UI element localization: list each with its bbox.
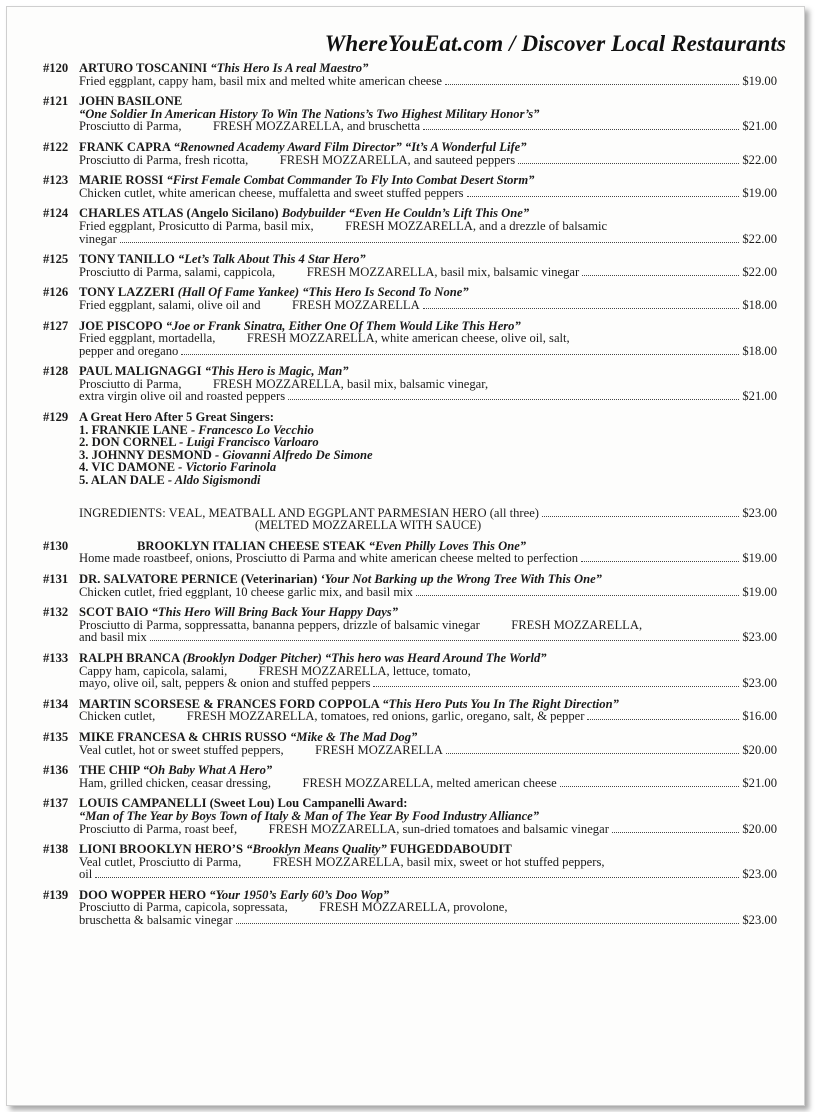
singer-real-name: - Giovanni Alfredo De Simone (214, 447, 373, 462)
item-number: #125 (43, 252, 69, 267)
singer-list (43, 424, 777, 487)
item-price: $23.00 (742, 505, 777, 520)
dot-leader (181, 353, 739, 355)
dot-leader (423, 128, 739, 130)
item-number: #135 (43, 729, 69, 744)
item-description-line: Prosciutto di Parma, FRESH MOZZARELLA, basil mix, balsamic vinegar, (79, 376, 489, 391)
item-description: extra virgin olive oil and roasted peppers (79, 389, 286, 404)
item-price-line (43, 744, 777, 757)
item-description: Chicken cutlet, FRESH MOZZARELLA, tomatoes, red onions, garlic, oregano, salt, & pepper (79, 709, 585, 724)
dot-leader (581, 560, 739, 562)
item-description: bruschetta & balsamic vinegar (79, 913, 233, 928)
item-tagline: “Mike & The Mad Dog” (289, 729, 418, 744)
item-heading (43, 174, 777, 187)
menu-item-127 (43, 320, 777, 358)
item-description-line: Fried eggplant, mortadella, FRESH MOZZARELLA, white american cheese, olive oil, salt, (79, 331, 570, 346)
item-name: PAUL MALIGNAGGI (79, 364, 202, 379)
item-price-line (43, 154, 777, 167)
item-price: $23.00 (742, 867, 777, 882)
item-price-line (43, 75, 777, 88)
item-description: Fried eggplant, salami, olive oil and FRESH MOZZARELLA (79, 297, 420, 312)
dot-leader (542, 515, 739, 517)
item-tagline-extra: FUHGEDDABOUDIT (389, 842, 512, 857)
item-tagline: “This Hero is Magic, Man” (204, 364, 349, 379)
item-description: Prosciutto di Parma, roast beef, FRESH MOZZARELLA, sun-dried tomatoes and balsamic vinegar (79, 821, 609, 836)
menu-item-130 (43, 540, 777, 565)
menu-item-134 (43, 698, 777, 723)
menu-item-139 (43, 889, 777, 927)
dot-leader (95, 876, 739, 878)
item-price-line (43, 868, 777, 881)
item-price: $16.00 (742, 709, 777, 724)
item-price: $19.00 (742, 584, 777, 599)
item-name: THE CHIP (79, 763, 140, 778)
item-tagline: (Hall Of Fame Yankee) “This Hero Is Second To None” (177, 285, 469, 300)
item-price: $22.00 (742, 231, 777, 246)
item-price: $18.00 (742, 297, 777, 312)
item-description: Chicken cutlet, fried eggplant, 10 cheese garlic mix, and basil mix (79, 584, 413, 599)
item-price-line (43, 266, 777, 279)
dot-leader (288, 398, 739, 400)
item-price: $21.00 (742, 119, 777, 134)
item-description: Chicken cutlet, white american cheese, muffaletta and sweet stuffed peppers (79, 185, 464, 200)
item-heading (43, 95, 777, 108)
item-subtitle: “One Soldier In American History To Win The Nations’s Two Highest Military Honor’s” (79, 106, 540, 121)
dot-leader (612, 831, 739, 833)
menu-item-124 (43, 207, 777, 245)
item-tagline: ‘Your Not Barking up the Wrong Tree With This One” (320, 572, 602, 586)
item-price: $19.00 (742, 185, 777, 200)
item-name: LOUIS CAMPANELLI (Sweet Lou) Lou Campanelli Award: (79, 796, 408, 811)
menu-item-132 (43, 606, 777, 644)
singer-name: 5. ALAN DALE (79, 473, 165, 488)
singer-name: 1. FRANKIE LANE (79, 422, 188, 437)
item-description: Prosciutto di Parma, fresh ricotta, FRESH MOZZARELLA, and sauteed peppers (79, 152, 516, 167)
item-heading (43, 606, 777, 619)
item-description-line: Prosciutto di Parma, capicola, sopressata, FRESH MOZZARELLA, provolone, (79, 900, 508, 915)
item-description-line: Cappy ham, capicola, salami, FRESH MOZZARELLA, lettuce, tomato, (79, 663, 471, 678)
item-note: (MELTED MOZZARELLA WITH SAUCE) (254, 518, 482, 533)
item-heading (43, 843, 777, 856)
item-number: #139 (43, 887, 69, 902)
item-price: $21.00 (742, 775, 777, 790)
menu-group-1 (43, 62, 777, 403)
item-price-line (43, 777, 777, 790)
item-price-line (43, 586, 777, 599)
item-description: Home made roastbeef, onions, Prosciutto di Parma and white american cheese melted to perfection (79, 551, 579, 566)
dot-leader (236, 922, 740, 924)
item-description: Prosciutto di Parma, FRESH MOZZARELLA, and bruschetta (79, 119, 421, 134)
menu-list (43, 62, 777, 935)
item-price-line (43, 187, 777, 200)
dot-leader (416, 594, 739, 596)
item-tagline: Bodybuilder “Even He Couldn’s Lift This One” (281, 206, 530, 221)
dot-leader (582, 274, 739, 276)
item-name: JOHN BASILONE (79, 94, 183, 109)
item-number: #137 (43, 796, 69, 811)
singer-real-name: - Victorio Farinola (178, 460, 277, 475)
dot-leader (467, 195, 740, 197)
item-number: #127 (43, 318, 69, 333)
item-name: ARTURO TOSCANINI (79, 61, 208, 75)
item-price: $19.00 (742, 551, 777, 566)
menu-item-122 (43, 141, 777, 166)
item-tagline: “Let’s Talk About This 4 Star Hero” (177, 252, 366, 267)
item-tagline: “This Hero Is A real Maestro” (210, 61, 369, 75)
item-tagline: “Even Philly Loves This One” (368, 538, 527, 553)
menu-item-137 (43, 797, 777, 835)
item-tagline: “Renowned Academy Award Film Director” “It’s A Wonderful Life” (173, 139, 527, 154)
item-number: #134 (43, 696, 69, 711)
menu-item-128 (43, 365, 777, 403)
menu-page (6, 6, 805, 1106)
item-heading (43, 62, 777, 75)
item-description: oil (79, 867, 93, 882)
dot-leader (423, 307, 740, 309)
item-price-line (43, 823, 777, 836)
item-number: #131 (43, 572, 69, 586)
item-description: Fried eggplant, cappy ham, basil mix and melted white american cheese (79, 73, 442, 88)
item-name: TONY TANILLO (79, 252, 175, 267)
item-name: MARTIN SCORSESE & FRANCES FORD COPPOLA (79, 696, 380, 711)
item-number: #124 (43, 206, 69, 221)
item-price-line (43, 677, 777, 690)
singer-name: 4. VIC DAMONE (79, 460, 175, 475)
item-tagline: “Joe or Frank Sinatra, Either One Of Them Would Like This Hero” (165, 318, 521, 333)
menu-item-125 (43, 253, 777, 278)
singer-entry (43, 474, 777, 487)
item-description: Veal cutlet, hot or sweet stuffed peppers, FRESH MOZZARELLA (79, 742, 443, 757)
menu-item-126 (43, 286, 777, 311)
item-heading (43, 573, 777, 586)
menu-group-2 (43, 540, 777, 927)
item-number: #136 (43, 763, 69, 778)
item-heading (43, 764, 777, 777)
item-title: A Great Hero After 5 Great Singers: (79, 410, 274, 425)
item-name: DR. SALVATORE PERNICE (Veterinarian) (79, 572, 318, 586)
singer-real-name: - Aldo Sigismondi (167, 473, 261, 488)
item-number: #129 (43, 410, 69, 425)
item-tagline: “Brooklyn Means Quality” (246, 842, 387, 857)
item-number: #123 (43, 173, 69, 188)
item-name: CHARLES ATLAS (Angelo Sicilano) (79, 206, 279, 221)
item-number: #138 (43, 842, 69, 857)
menu-item-135 (43, 731, 777, 756)
item-price-line (43, 552, 777, 565)
menu-item-123 (43, 174, 777, 199)
item-number: #122 (43, 139, 69, 154)
item-number: #120 (43, 61, 69, 75)
item-price-line (43, 233, 777, 246)
dot-leader (560, 785, 740, 787)
item-number: #133 (43, 650, 69, 665)
item-tagline: “Oh Baby What A Hero” (142, 763, 273, 778)
item-number: #126 (43, 285, 69, 300)
item-number: #128 (43, 364, 69, 379)
dot-leader (587, 718, 739, 720)
site-banner: WhereYouEat.com / Discover Local Restaurants (324, 31, 786, 56)
item-price: $22.00 (742, 264, 777, 279)
item-tagline: “Your 1950’s Early 60’s Doo Wop” (209, 887, 390, 902)
item-heading (43, 141, 777, 154)
item-name: RALPH BRANCA (79, 650, 180, 665)
dot-leader (373, 685, 739, 687)
item-price-line (43, 120, 777, 133)
menu-item-129 (43, 411, 777, 532)
singer-real-name: - Francesco Lo Vecchio (190, 422, 314, 437)
item-heading (43, 253, 777, 266)
item-heading (43, 365, 777, 378)
item-subtitle: “Man of The Year by Boys Town of Italy & Man of The Year By Food Industry Alliance” (79, 808, 540, 823)
item-price-line (43, 631, 777, 644)
item-description-line: Veal cutlet, Prosciutto di Parma, FRESH MOZZARELLA, basil mix, sweet or hot stuffed peppers, (79, 854, 605, 869)
item-price: $23.00 (742, 676, 777, 691)
item-description-line: Prosciutto di Parma, soppressatta, bananna peppers, drizzle of balsamic vinegar FRESH MOZZARELLA, (79, 617, 643, 632)
menu-item-138 (43, 843, 777, 881)
item-price: $19.00 (742, 73, 777, 88)
item-description: and basil mix (79, 630, 147, 645)
item-price-line (43, 390, 777, 403)
singer-name: 3. JOHNNY DESMOND (79, 447, 212, 462)
item-name: DOO WOPPER HERO (79, 887, 207, 902)
item-description: Prosciutto di Parma, salami, cappicola, FRESH MOZZARELLA, basil mix, balsamic vinegar (79, 264, 580, 279)
item-heading (43, 652, 777, 665)
singer-real-name: - Luigi Francisco Varloaro (179, 435, 319, 450)
item-price: $21.00 (742, 389, 777, 404)
singer-name: 2. DON CORNEL (79, 435, 176, 450)
item-name: TONY LAZZERI (79, 285, 175, 300)
dot-leader (445, 83, 739, 85)
item-description: Ham, grilled chicken, ceasar dressing, FRESH MOZZARELLA, melted american cheese (79, 775, 557, 790)
item-tagline: (Brooklyn Dodger Pitcher) “This hero was Heard Around The World” (182, 650, 547, 665)
item-price: $20.00 (742, 742, 777, 757)
item-name: MARIE ROSSI (79, 173, 164, 188)
item-name: MIKE FRANCESA & CHRIS RUSSO (79, 729, 287, 744)
item-name: SCOT BAIO (79, 605, 149, 620)
item-tagline: “This Hero Puts You In The Right Direction” (382, 696, 619, 711)
item-name: LIONI BROOKLYN HERO’S (79, 842, 243, 857)
menu-item-131 (43, 573, 777, 598)
item-heading (43, 731, 777, 744)
item-price: $23.00 (742, 913, 777, 928)
item-ingredients: INGREDIENTS: VEAL, MEATBALL AND EGGPLANT PARMESIAN HERO (all three) (79, 505, 539, 520)
item-number: #132 (43, 605, 69, 620)
item-number: #121 (43, 94, 69, 109)
dot-leader (120, 241, 740, 243)
item-name: BROOKLYN ITALIAN CHEESE STEAK (137, 538, 366, 553)
item-description: mayo, olive oil, salt, peppers & onion and stuffed peppers (79, 676, 371, 691)
item-name: JOE PISCOPO (79, 318, 163, 333)
item-tagline: “First Female Combat Commander To Fly Into Combat Desert Storm” (166, 173, 535, 188)
dot-leader (446, 752, 739, 754)
item-price-line (43, 299, 777, 312)
menu-item-133 (43, 652, 777, 690)
item-price: $18.00 (742, 343, 777, 358)
menu-item-121 (43, 95, 777, 133)
item-description-line: Fried eggplant, Prosicutto di Parma, basil mix, FRESH MOZZARELLA, and a drezzle of balsamic (79, 218, 608, 233)
item-price-line (43, 914, 777, 927)
item-description: pepper and oregano (79, 343, 179, 358)
item-price-line (43, 345, 777, 358)
item-name: FRANK CAPRA (79, 139, 171, 154)
item-price: $20.00 (742, 821, 777, 836)
dot-leader (518, 162, 739, 164)
item-price: $22.00 (742, 152, 777, 167)
item-price-line (43, 710, 777, 723)
item-price: $23.00 (742, 630, 777, 645)
item-tagline: “This Hero Will Bring Back Your Happy Days” (151, 605, 399, 620)
item-description: vinegar (79, 231, 117, 246)
menu-item-120 (43, 62, 777, 87)
item-number: #130 (43, 538, 69, 553)
menu-item-136 (43, 764, 777, 789)
dot-leader (150, 639, 740, 641)
